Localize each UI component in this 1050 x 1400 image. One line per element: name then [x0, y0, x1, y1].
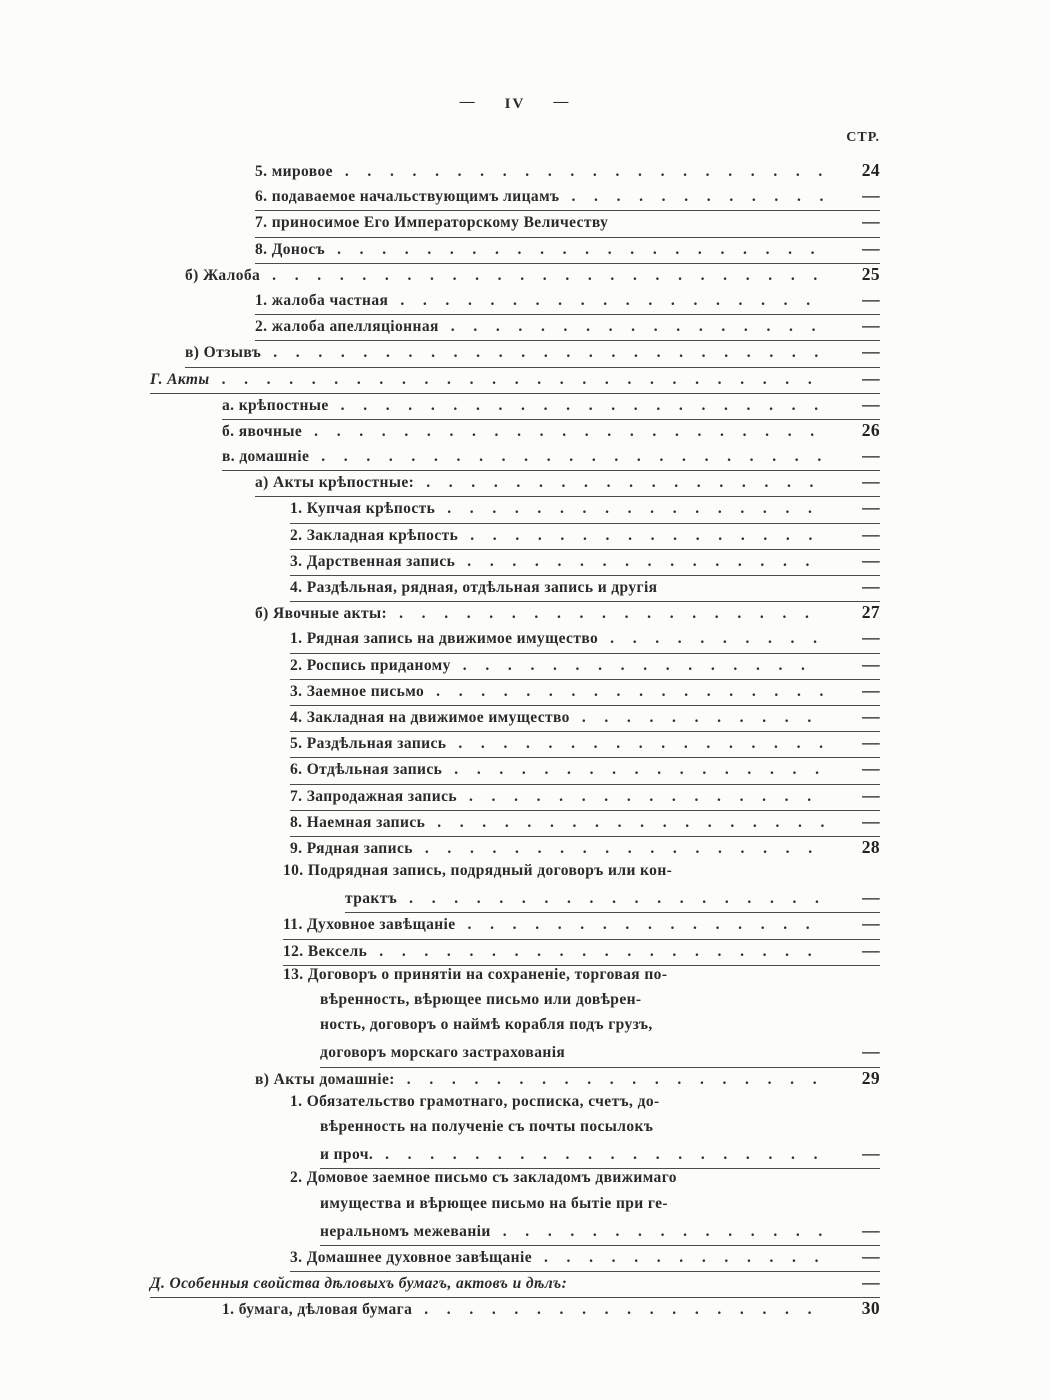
toc-entry-page-number: — — [862, 653, 880, 674]
toc-entry-page-number: — — [862, 315, 880, 336]
toc-entry-page-number: — — [862, 549, 880, 570]
toc-entry — [320, 1041, 880, 1067]
toc-entry-page-number: — — [862, 1041, 880, 1062]
toc-entry-label: 2. Закладная крѣпость — [290, 526, 459, 544]
toc-entry-label: 4. Закладная на движимое имущество — [290, 708, 570, 726]
toc-entry-label: 1. Рядная запись на движимое имущество — [290, 630, 599, 648]
toc-entry-label: трактъ — [345, 890, 398, 908]
toc-entry-page-number: 26 — [861, 419, 880, 440]
toc-entry-page-number: — — [862, 471, 880, 492]
toc-entry-label: вѣренность, вѣрющее письмо или довѣрен- — [320, 991, 642, 1008]
toc-entry — [290, 785, 880, 811]
page-column-label: СТР. — [846, 130, 880, 145]
dot-leader — [345, 163, 824, 181]
toc-entry-page-number: — — [862, 705, 880, 726]
toc-entry-page-number: — — [862, 576, 880, 596]
toc-entry — [290, 680, 880, 706]
dot-leader — [426, 474, 824, 492]
toc-entry-page-number: — — [862, 288, 880, 309]
toc-entry — [290, 550, 880, 576]
toc-entry — [320, 1118, 880, 1143]
dot-leader — [407, 1071, 824, 1089]
toc-entry-label: б. явочные — [222, 422, 303, 440]
dot-leader — [424, 1301, 824, 1319]
toc-entry-page-number: — — [862, 393, 880, 414]
toc-entry-page-number: 25 — [861, 263, 880, 284]
toc-entry-label: 1. жалоба частная — [255, 291, 389, 309]
toc-entry-page-number: — — [862, 497, 880, 518]
toc-entry-label: 12. Вексель — [283, 942, 368, 960]
toc-entry-page-number: — — [862, 1219, 880, 1240]
dot-leader — [470, 527, 824, 545]
toc-entry-page-number: — — [862, 341, 880, 362]
toc-entry — [290, 1093, 880, 1118]
toc-entry-label: вѣренность на полученіе съ почты посылокъ — [320, 1117, 654, 1135]
toc-entry-label: ность, договоръ о наймѣ корабля подъ грузъ, — [320, 1016, 653, 1034]
dot-leader — [454, 761, 824, 779]
toc-entry-page-number: — — [862, 939, 880, 960]
dot-leader — [314, 423, 824, 441]
toc-entry — [290, 497, 880, 523]
toc-entry-page-number: — — [862, 523, 880, 544]
toc-entry — [255, 471, 880, 497]
toc-entry-label: а. крѣпостные — [222, 396, 329, 414]
dot-leader — [385, 1146, 824, 1164]
toc-entry-label: Г. Акты — [150, 370, 210, 388]
toc-entry-label: 3. Заемное письмо — [290, 682, 425, 700]
toc-entry-page-number: 28 — [861, 836, 880, 857]
toc-entry-page-number: — — [862, 1143, 880, 1164]
toc-entry-label: 6. Отдѣльная запись — [290, 761, 443, 779]
toc-entry-label: в) Отзывъ — [185, 344, 262, 362]
dot-leader — [469, 788, 824, 806]
toc-entry — [185, 341, 880, 367]
toc-entry — [290, 706, 880, 732]
dot-leader — [451, 318, 824, 336]
toc-entry-label: 7. Запродажная запись — [290, 787, 457, 805]
toc-entry-page-number: — — [862, 237, 880, 258]
toc-entry-label: 3. Домашнее духовное завѣщаніе — [290, 1248, 532, 1266]
toc-entry-page-number: — — [862, 1272, 880, 1293]
toc-entry — [290, 811, 880, 837]
toc-entry-label: 5. Раздѣльная запись — [290, 735, 447, 753]
toc-entry — [320, 1195, 880, 1220]
toc-entry-label: 9. Рядная запись — [290, 839, 413, 857]
toc-entry-label: 1. Купчая крѣпость — [290, 500, 436, 518]
toc-entry-page-number: — — [862, 887, 880, 908]
dot-leader — [582, 709, 824, 727]
toc-entry — [290, 732, 880, 758]
toc-entry — [283, 862, 880, 887]
toc-entry — [290, 837, 880, 862]
toc-entry-page-number: — — [862, 1245, 880, 1266]
dot-leader — [337, 241, 824, 259]
dot-leader — [468, 916, 824, 934]
dot-leader — [458, 735, 824, 753]
toc-entry-label: 5. мировое — [255, 163, 333, 180]
toc-entry-page-number: — — [862, 627, 880, 648]
toc-entry-page-number: — — [862, 732, 880, 753]
dot-leader — [222, 371, 824, 389]
toc-entry-label: Д. Особенныя свойства дѣловыхъ бумагъ, актовъ и дѣлъ: — [150, 1275, 568, 1293]
toc-entry — [320, 1143, 880, 1169]
toc-entry-label: а) Акты крѣпостные: — [255, 474, 415, 492]
toc-entry-label: 2. жалоба апелляціонная — [255, 318, 439, 336]
toc-entry — [290, 1246, 880, 1272]
toc-entry — [150, 368, 880, 394]
toc-entry-page-number: 30 — [861, 1298, 880, 1319]
toc-entry-label: 7. приносимое Его Императорскому Величеству — [255, 214, 609, 232]
dot-leader — [273, 344, 824, 362]
toc-entry-page-number: — — [862, 810, 880, 831]
dot-leader — [467, 553, 824, 571]
table-of-contents — [150, 160, 880, 1323]
toc-entry — [290, 654, 880, 680]
toc-entry-label: 8. Наемная запись — [290, 813, 426, 831]
toc-entry — [185, 264, 880, 289]
dot-leader — [409, 890, 824, 908]
dot-leader — [436, 683, 824, 701]
dot-leader — [463, 657, 824, 675]
toc-entry — [222, 420, 880, 445]
dot-leader — [272, 267, 824, 285]
toc-entry — [255, 602, 880, 627]
toc-entry-page-number: — — [862, 784, 880, 805]
toc-entry-page-number: 27 — [861, 602, 880, 623]
toc-entry-page-number: — — [862, 445, 880, 466]
toc-entry — [255, 1068, 880, 1093]
dot-leader — [447, 500, 824, 518]
toc-entry — [222, 445, 880, 471]
toc-entry-label: 8. Доносъ — [255, 240, 326, 258]
page-header — [150, 96, 880, 113]
toc-entry — [255, 289, 880, 315]
dot-leader — [400, 292, 824, 310]
toc-entry-label: 6. подаваемое начальствующимъ лицамъ — [255, 188, 560, 206]
toc-entry — [255, 211, 880, 237]
toc-entry — [320, 1220, 880, 1246]
toc-entry-label: в) Акты домашніе: — [255, 1070, 395, 1088]
dot-leader — [503, 1223, 824, 1241]
dot-leader — [610, 630, 824, 648]
toc-entry-page-number: — — [862, 758, 880, 779]
dot-leader — [425, 840, 824, 858]
toc-entry-page-number: — — [862, 679, 880, 700]
toc-entry — [255, 315, 880, 341]
header-dash-right: — — [553, 94, 571, 110]
toc-entry — [255, 238, 880, 264]
toc-entry-page-number: — — [862, 211, 880, 232]
toc-entry — [283, 966, 880, 991]
toc-entry — [290, 1169, 880, 1194]
toc-entry — [290, 627, 880, 653]
toc-entry-page-number: 29 — [861, 1067, 880, 1088]
toc-entry-label: 1. Обязательство грамотнаго, росписка, счетъ, до- — [290, 1092, 660, 1110]
toc-entry-label: имущества и вѣрющее письмо на бытіе при ге- — [320, 1194, 668, 1212]
toc-entry-label: б) Жалоба — [185, 266, 261, 284]
toc-entry-label: 13. Договоръ о принятіи на сохраненіе, торговая по- — [283, 965, 668, 983]
toc-entry — [345, 887, 880, 913]
toc-entry — [283, 940, 880, 966]
toc-entry — [255, 160, 880, 185]
toc-entry — [255, 185, 880, 211]
toc-entry — [290, 576, 880, 602]
toc-entry — [150, 1272, 880, 1298]
dot-leader — [437, 814, 824, 832]
toc-entry-label: 4. Раздѣльная, рядная, отдѣльная запись и другія — [290, 579, 658, 596]
toc-entry — [290, 758, 880, 784]
toc-entry-page-number: — — [862, 913, 880, 934]
toc-entry-page-number: — — [862, 185, 880, 206]
toc-entry-label: и проч. — [320, 1146, 374, 1164]
toc-entry-label: в. домашніе — [222, 448, 310, 466]
header-dash-left: — — [459, 94, 477, 110]
toc-entry-label: договоръ морскаго застрахованія — [320, 1044, 566, 1062]
toc-entry-label: 2. Домовое заемное письмо съ закладомъ движимаго — [290, 1169, 677, 1187]
toc-entry-label: 11. Духовное завѣщаніе — [283, 916, 456, 934]
toc-entry — [222, 1298, 880, 1323]
toc-entry — [320, 991, 880, 1016]
toc-entry-label: 10. Подрядная запись, подрядный договоръ или кон- — [283, 862, 673, 880]
dot-leader — [399, 605, 824, 623]
toc-entry-page-number: — — [862, 367, 880, 388]
toc-entry — [320, 1016, 880, 1041]
toc-entry — [283, 913, 880, 939]
toc-entry-label: б) Явочные акты: — [255, 605, 388, 623]
toc-entry-label: 1. бумага, дѣловая бумага — [222, 1301, 413, 1319]
toc-entry-label: 2. Роспись приданому — [290, 656, 451, 674]
toc-entry — [290, 524, 880, 550]
toc-entry-label: неральномъ межеваніи — [320, 1222, 491, 1240]
dot-leader — [571, 188, 824, 206]
header-page-number: IV — [504, 96, 526, 112]
toc-entry — [222, 394, 880, 420]
dot-leader — [379, 943, 824, 961]
toc-entry-page-number: 24 — [861, 160, 880, 180]
dot-leader — [341, 397, 824, 415]
toc-entry-label: 3. Дарственная запись — [290, 552, 456, 570]
dot-leader — [321, 448, 824, 466]
dot-leader — [544, 1249, 824, 1267]
